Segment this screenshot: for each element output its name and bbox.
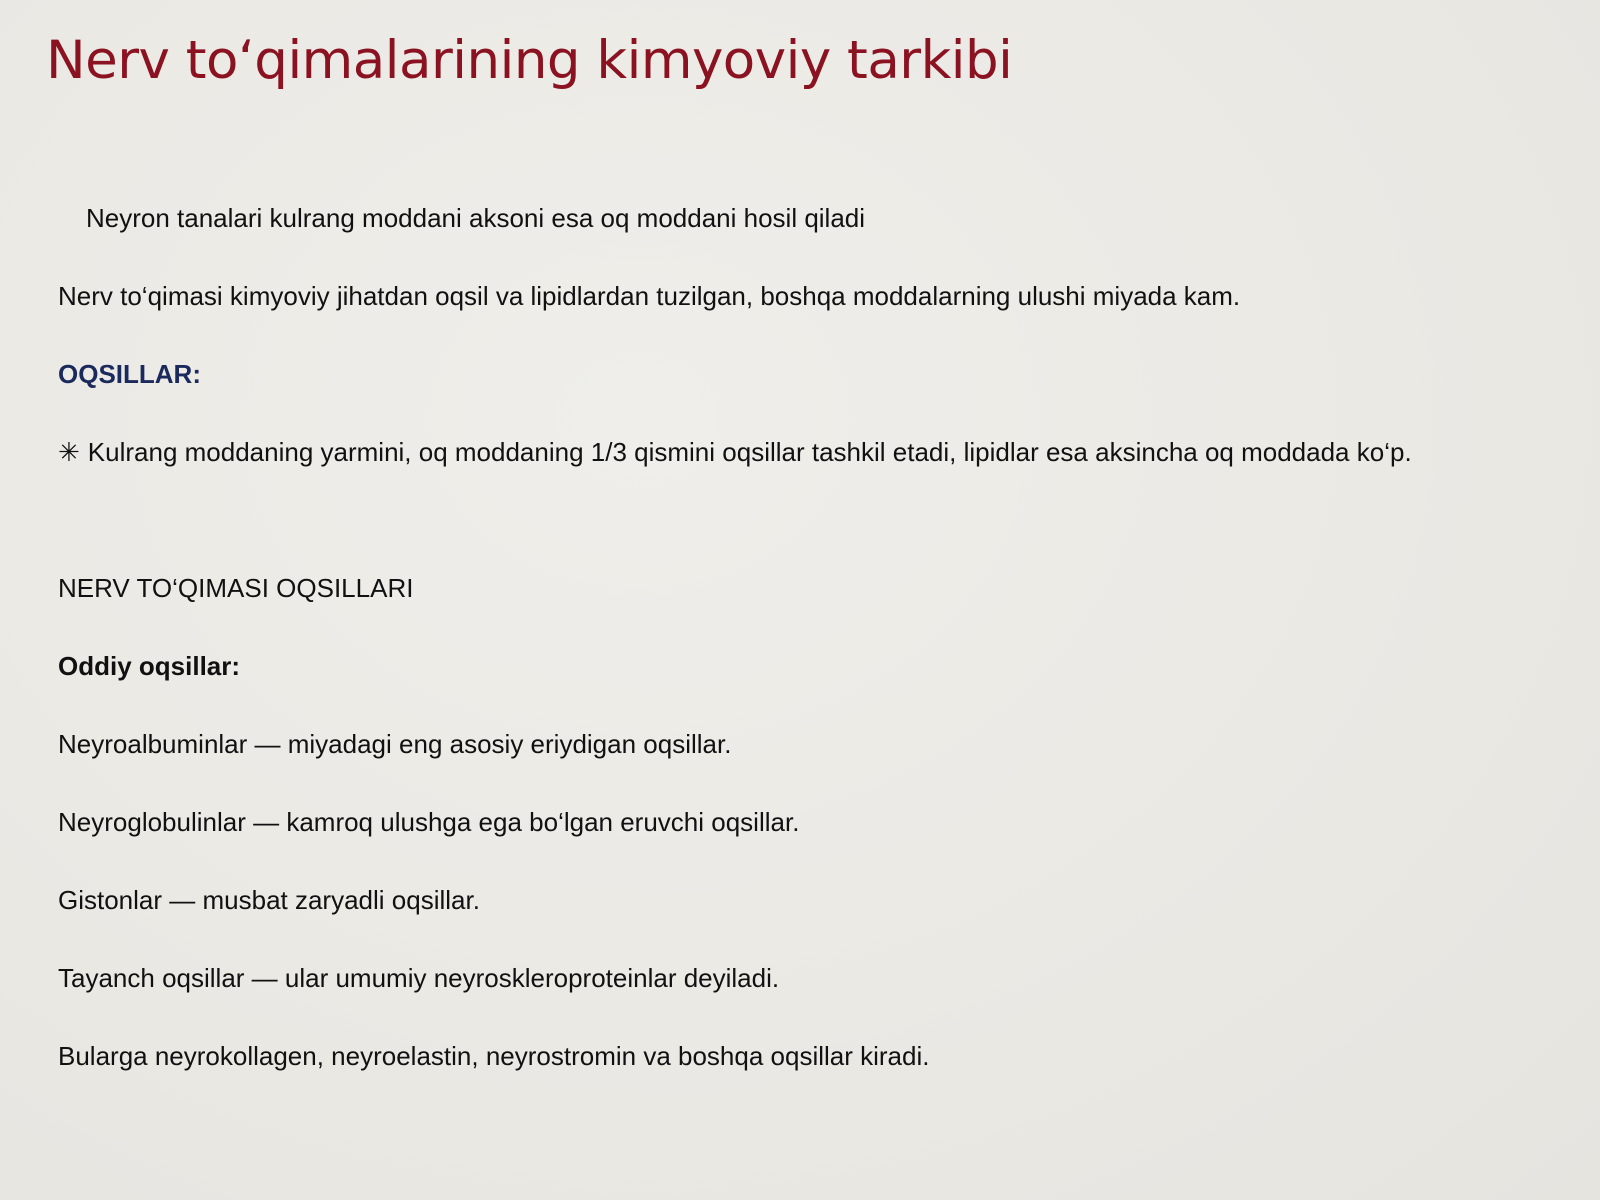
composition-line: Nerv to‘qimasi kimyoviy jihatdan oqsil va lipidlardan tuzilgan, boshqa moddalarning ulushi miyada kam. (58, 281, 1241, 311)
nerve-proteins-heading: NERV TO‘QIMASI OQSILLARI (58, 573, 414, 603)
support-proteins-line: Tayanch oqsillar — ular umumiy neyroskleroproteinlar deyiladi. (58, 963, 780, 993)
proteins-heading: OQSILLAR: (58, 359, 201, 389)
slide-title: Nerv to‘qimalarining kimyoviy tarkibi (46, 30, 1013, 91)
neuroglobulins-line: Neyroglobulinlar — kamroq ulushga ega bo‘lgan eruvchi oqsillar. (58, 807, 800, 837)
bullet-text: Kulrang moddaning yarmini, oq moddaning 1/3 qismini oqsillar tashkil etadi, lipidlar esa aksincha oq moddada ko‘p. (87, 437, 1412, 467)
intro-line: Neyron tanalari kulrang moddani aksoni esa oq moddani hosil qiladi (86, 203, 866, 233)
bullet-item (58, 424, 1438, 481)
neuroalbumins-line: Neyroalbuminlar — miyadagi eng asosiy eriydigan oqsillar. (58, 729, 732, 759)
asterisk-bullet-icon: ✳ (58, 438, 80, 468)
includes-line: Bularga neyrokollagen, neyroelastin, neyrostromin va boshqa oqsillar kiradi. (58, 1041, 930, 1071)
histones-line: Gistonlar — musbat zaryadli oqsillar. (58, 885, 480, 915)
simple-proteins-heading: Oddiy oqsillar: (58, 651, 241, 681)
